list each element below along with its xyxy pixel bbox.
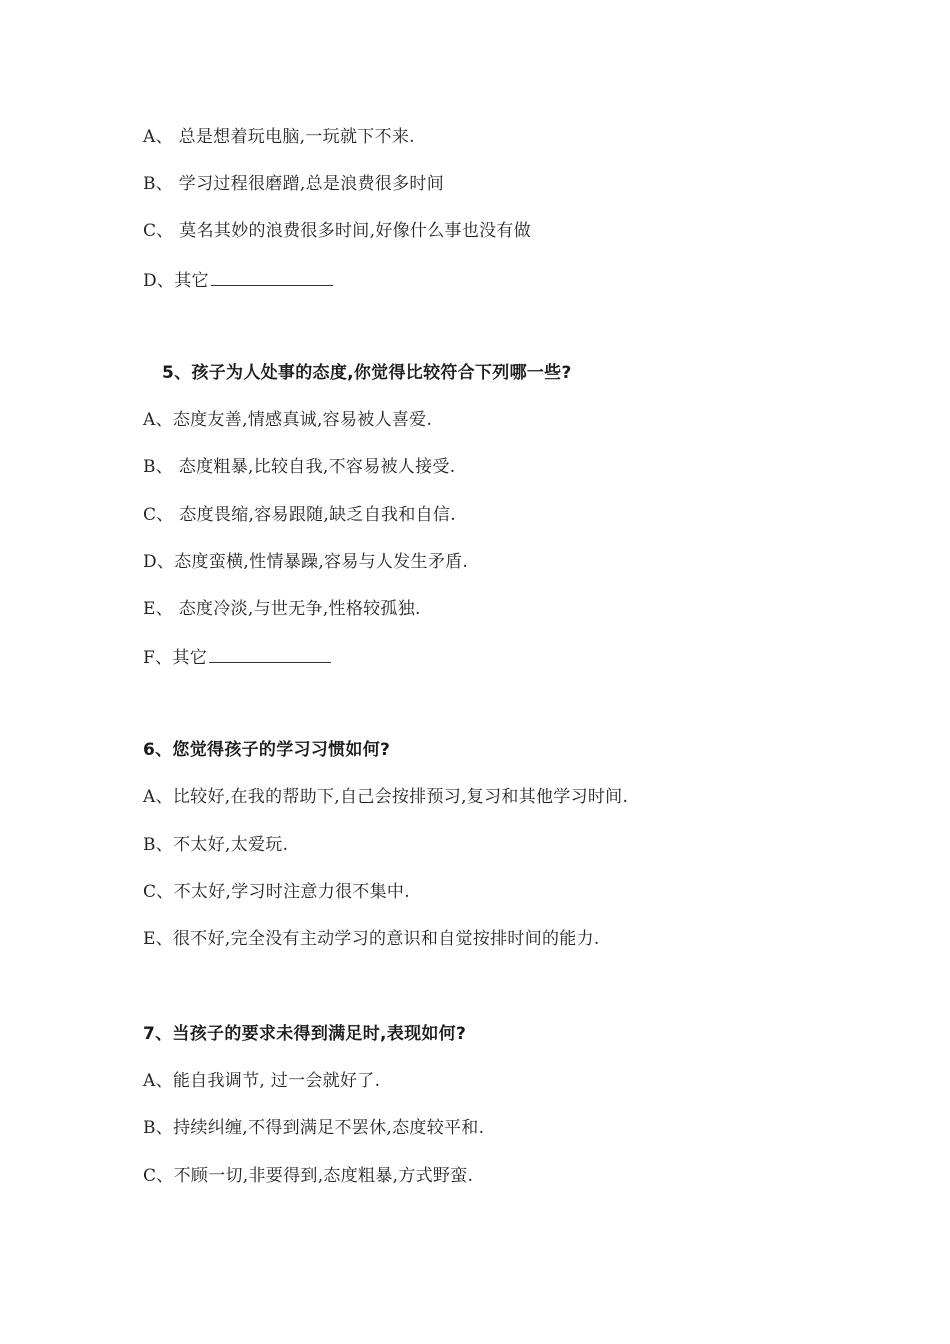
q7-question: 7、当孩子的要求未得到满足时,表现如何? — [143, 1024, 467, 1044]
q5-option-e: E、 态度冷淡,与世无争,性格较孤独. — [143, 599, 421, 619]
q5-option-b: B、 态度粗暴,比较自我,不容易被人接受. — [143, 457, 456, 477]
q5-other-blank — [209, 645, 331, 663]
q5-option-c: C、 态度畏缩,容易跟随,缺乏自我和自信. — [143, 505, 456, 525]
q6-question: 6、您觉得孩子的学习习惯如何? — [143, 740, 391, 760]
q6-option-c: C、不太好,学习时注意力很不集中. — [143, 882, 410, 902]
q7-option-b: B、持续纠缠,不得到满足不罢休,态度较平和. — [143, 1118, 485, 1138]
q7-option-c: C、不顾一切,非要得到,态度粗暴,方式野蛮. — [143, 1166, 474, 1186]
q4-option-b: B、 学习过程很磨蹭,总是浪费很多时间 — [143, 174, 444, 194]
q5-question: 5、孩子为人处事的态度,你觉得比较符合下列哪一些? — [162, 363, 572, 383]
q4-other-blank — [211, 268, 333, 286]
q4-option-c: C、 莫名其妙的浪费很多时间,好像什么事也没有做 — [143, 221, 532, 241]
q5-other-label: F、其它 — [143, 648, 207, 668]
q4-other-label: D、其它 — [143, 271, 209, 291]
q7-option-a: A、能自我调节, 过一会就好了. — [143, 1071, 381, 1091]
q5-option-other — [143, 645, 331, 669]
q6-option-b: B、不太好,太爱玩. — [143, 835, 289, 855]
q4-option-other — [143, 268, 333, 292]
q5-option-d: D、态度蛮横,性情暴躁,容易与人发生矛盾. — [143, 552, 469, 572]
q4-option-a: A、 总是想着玩电脑,一玩就下不来. — [143, 127, 415, 147]
q5-option-a: A、态度友善,情感真诚,容易被人喜爱. — [143, 410, 433, 430]
q6-option-e: E、很不好,完全没有主动学习的意识和自觉按排时间的能力. — [143, 929, 600, 949]
q6-option-a: A、比较好,在我的帮助下,自己会按排预习,复习和其他学习时间. — [143, 787, 629, 807]
